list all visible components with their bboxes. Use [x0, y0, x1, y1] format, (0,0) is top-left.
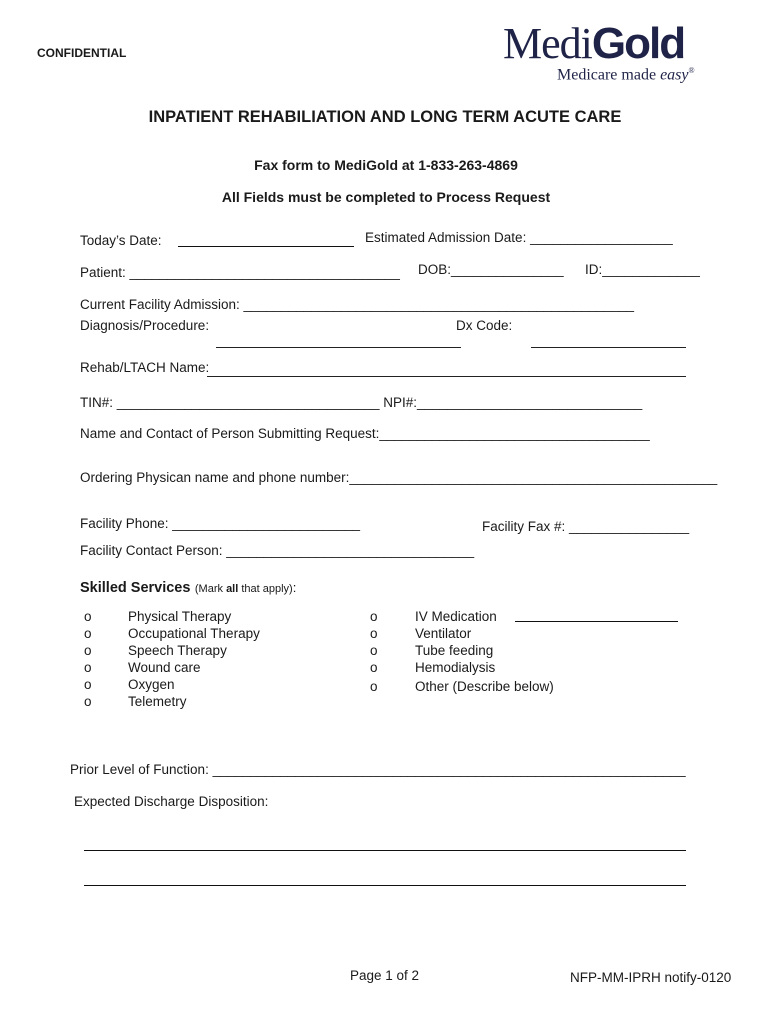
estimated-admission-date-field[interactable]: Estimated Admission Date: ___________________ — [365, 230, 673, 245]
service-label: Hemodialysis — [415, 660, 496, 675]
iv-medication-field[interactable] — [515, 621, 678, 622]
discharge-field-line-1[interactable] — [84, 850, 686, 851]
service-label: Other (Describe below) — [415, 679, 554, 694]
logo-gold: Gold — [591, 19, 685, 68]
form-id: NFP-MM-IPRH notify-0120 — [570, 970, 732, 985]
checkbox-occupational-therapy[interactable]: o — [84, 626, 92, 641]
checkbox-physical-therapy[interactable]: o — [84, 609, 92, 624]
service-label: Tube feeding — [415, 643, 494, 658]
confidential-label: CONFIDENTIAL — [37, 46, 127, 60]
logo-tagline: Medicare made easy® — [557, 66, 695, 84]
fax-instruction: Fax form to MediGold at 1-833-263-4869 — [254, 157, 518, 173]
discharge-field-line-2[interactable] — [84, 885, 686, 886]
skilled-services-heading: Skilled Services (Mark all that apply): — [80, 580, 297, 596]
facility-phone-field[interactable]: Facility Phone: _________________________ — [80, 516, 360, 531]
checkbox-oxygen[interactable]: o — [84, 677, 92, 692]
service-label: Physical Therapy — [128, 609, 232, 624]
checkbox-other[interactable]: o — [370, 679, 378, 694]
todays-date-label: Today’s Date: — [80, 233, 162, 248]
logo-wordmark — [503, 19, 685, 68]
id-field[interactable]: ID:_____________ — [585, 262, 700, 277]
checkbox-speech-therapy[interactable]: o — [84, 643, 92, 658]
service-label: Wound care — [128, 660, 201, 675]
required-notice: All Fields must be completed to Process Request — [221, 189, 551, 205]
checkbox-ventilator[interactable]: o — [370, 626, 378, 641]
facility-fax-field[interactable]: Facility Fax #: ________________ — [482, 519, 690, 534]
checkbox-hemodialysis[interactable]: o — [370, 660, 378, 675]
checkbox-iv-medication[interactable]: o — [370, 609, 378, 624]
diagnosis-field[interactable] — [216, 347, 461, 348]
checkbox-telemetry[interactable]: o — [84, 694, 92, 709]
checkbox-wound-care[interactable]: o — [84, 660, 92, 675]
dx-code-label: Dx Code: — [456, 318, 513, 333]
ordering-physician-field[interactable]: Ordering Physican name and phone number:_________________________________________________ — [80, 470, 718, 485]
dob-field[interactable]: DOB:_______________ — [418, 262, 564, 277]
rehab-name-label: Rehab/LTACH Name: — [80, 360, 210, 375]
facility-contact-field[interactable]: Facility Contact Person: _________________________________ — [80, 543, 475, 558]
submitter-field[interactable]: Name and Contact of Person Submitting Request:____________________________________ — [80, 426, 650, 441]
page-number: Page 1 of 2 — [350, 968, 420, 983]
service-label: Speech Therapy — [128, 643, 227, 658]
discharge-label: Expected Discharge Disposition: — [74, 794, 269, 809]
logo-medi: Medi — [503, 19, 592, 68]
checkbox-tube-feeding[interactable]: o — [370, 643, 378, 658]
form-title: INPATIENT REHABILIATION AND LONG TERM ACUTE CARE — [148, 108, 622, 126]
service-label: Telemetry — [128, 694, 187, 709]
service-label: IV Medication — [415, 609, 497, 624]
service-label: Ventilator — [415, 626, 472, 641]
prior-level-field[interactable]: Prior Level of Function: _______________________________________________________________ — [70, 762, 686, 777]
todays-date-field[interactable] — [178, 246, 354, 247]
service-label: Occupational Therapy — [128, 626, 260, 641]
dx-code-field[interactable] — [531, 347, 686, 348]
rehab-name-field[interactable] — [207, 376, 686, 377]
current-facility-field[interactable]: Current Facility Admission: ____________________________________________________ — [80, 297, 634, 312]
service-label: Oxygen — [128, 677, 175, 692]
diagnosis-label: Diagnosis/Procedure: — [80, 318, 210, 333]
patient-field[interactable]: Patient: ____________________________________ — [80, 265, 400, 280]
tin-npi-field[interactable]: TIN#: ___________________________________ NPI#:______________________________ — [80, 395, 643, 410]
